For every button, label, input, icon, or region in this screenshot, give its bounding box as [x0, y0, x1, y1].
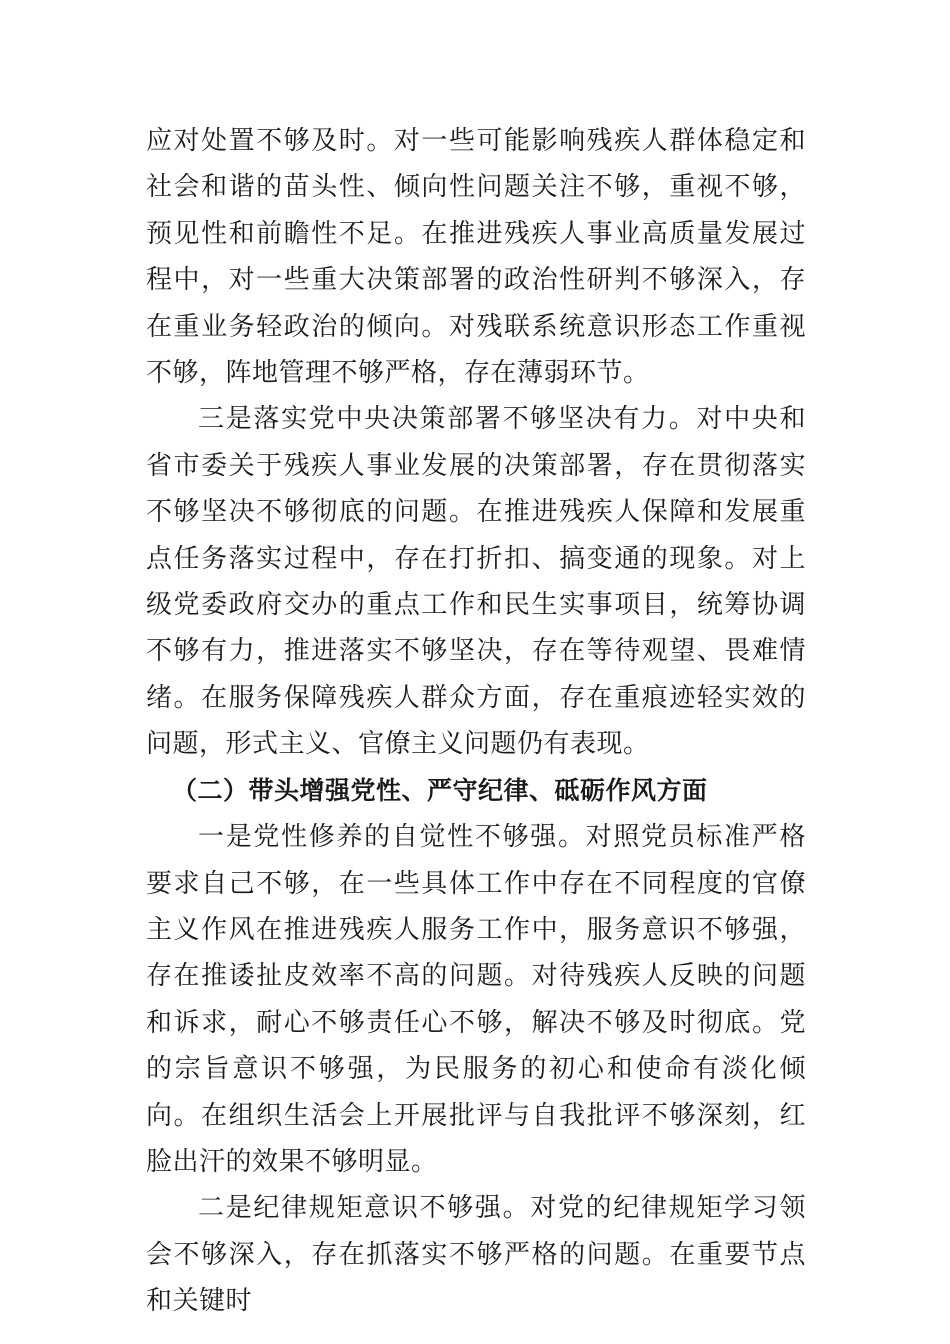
paragraph-implementation: 三是落实党中央决策部署不够坚决有力。对中央和省市委关于残疾人事业发展的决策部署，存在贯彻落实不够坚决不够彻底的问题。在推进残疾人保障和发展重点任务落实过程中，存在打折扣、搞变通的现象。对上级党委政府交办的重点工作和民生实事项目，统筹协调不够有力，推进落实不够坚决，存在等待观望、畏难情绪。在服务保障残疾人群众方面，存在重痕迹轻实效的问题，形式主义、官僚主义问题仍有表现。 — [146, 404, 806, 760]
paragraph-continuation: 应对处置不够及时。对一些可能影响残疾人群体稳定和社会和谐的苗头性、倾向性问题关注不够，重视不够，预见性和前瞻性不足。在推进残疾人事业高质量发展过程中，对一些重大决策部署的政治性研判不够深入，存在重业务轻政治的倾向。对残联系统意识形态工作重视不够，阵地管理不够严格，存在薄弱环节。 — [146, 126, 806, 389]
document-body — [146, 118, 806, 1325]
section-heading: （二）带头增强党性、严守纪律、砥砺作风方面 — [172, 775, 708, 805]
paragraph-party-spirit: 一是党性修养的自觉性不够强。对照党员标准严格要求自己不够，在一些具体工作中存在不同程度的官僚主义作风在推进残疾人服务工作中，服务意识不够强，存在推诿扯皮效率不高的问题。对待残疾人反映的问题和诉求，耐心不够责任心不够，解决不够及时彻底。党的宗旨意识不够强，为民服务的初心和使命有淡化倾向。在组织生活会上开展批评与自我批评不够深刻，红脸出汗的效果不够明显。 — [146, 822, 806, 1177]
paragraph-discipline: 二是纪律规矩意识不够强。对党的纪律规矩学习领会不够深入，存在抓落实不够严格的问题。在重要节点和关键时 — [146, 1193, 806, 1317]
